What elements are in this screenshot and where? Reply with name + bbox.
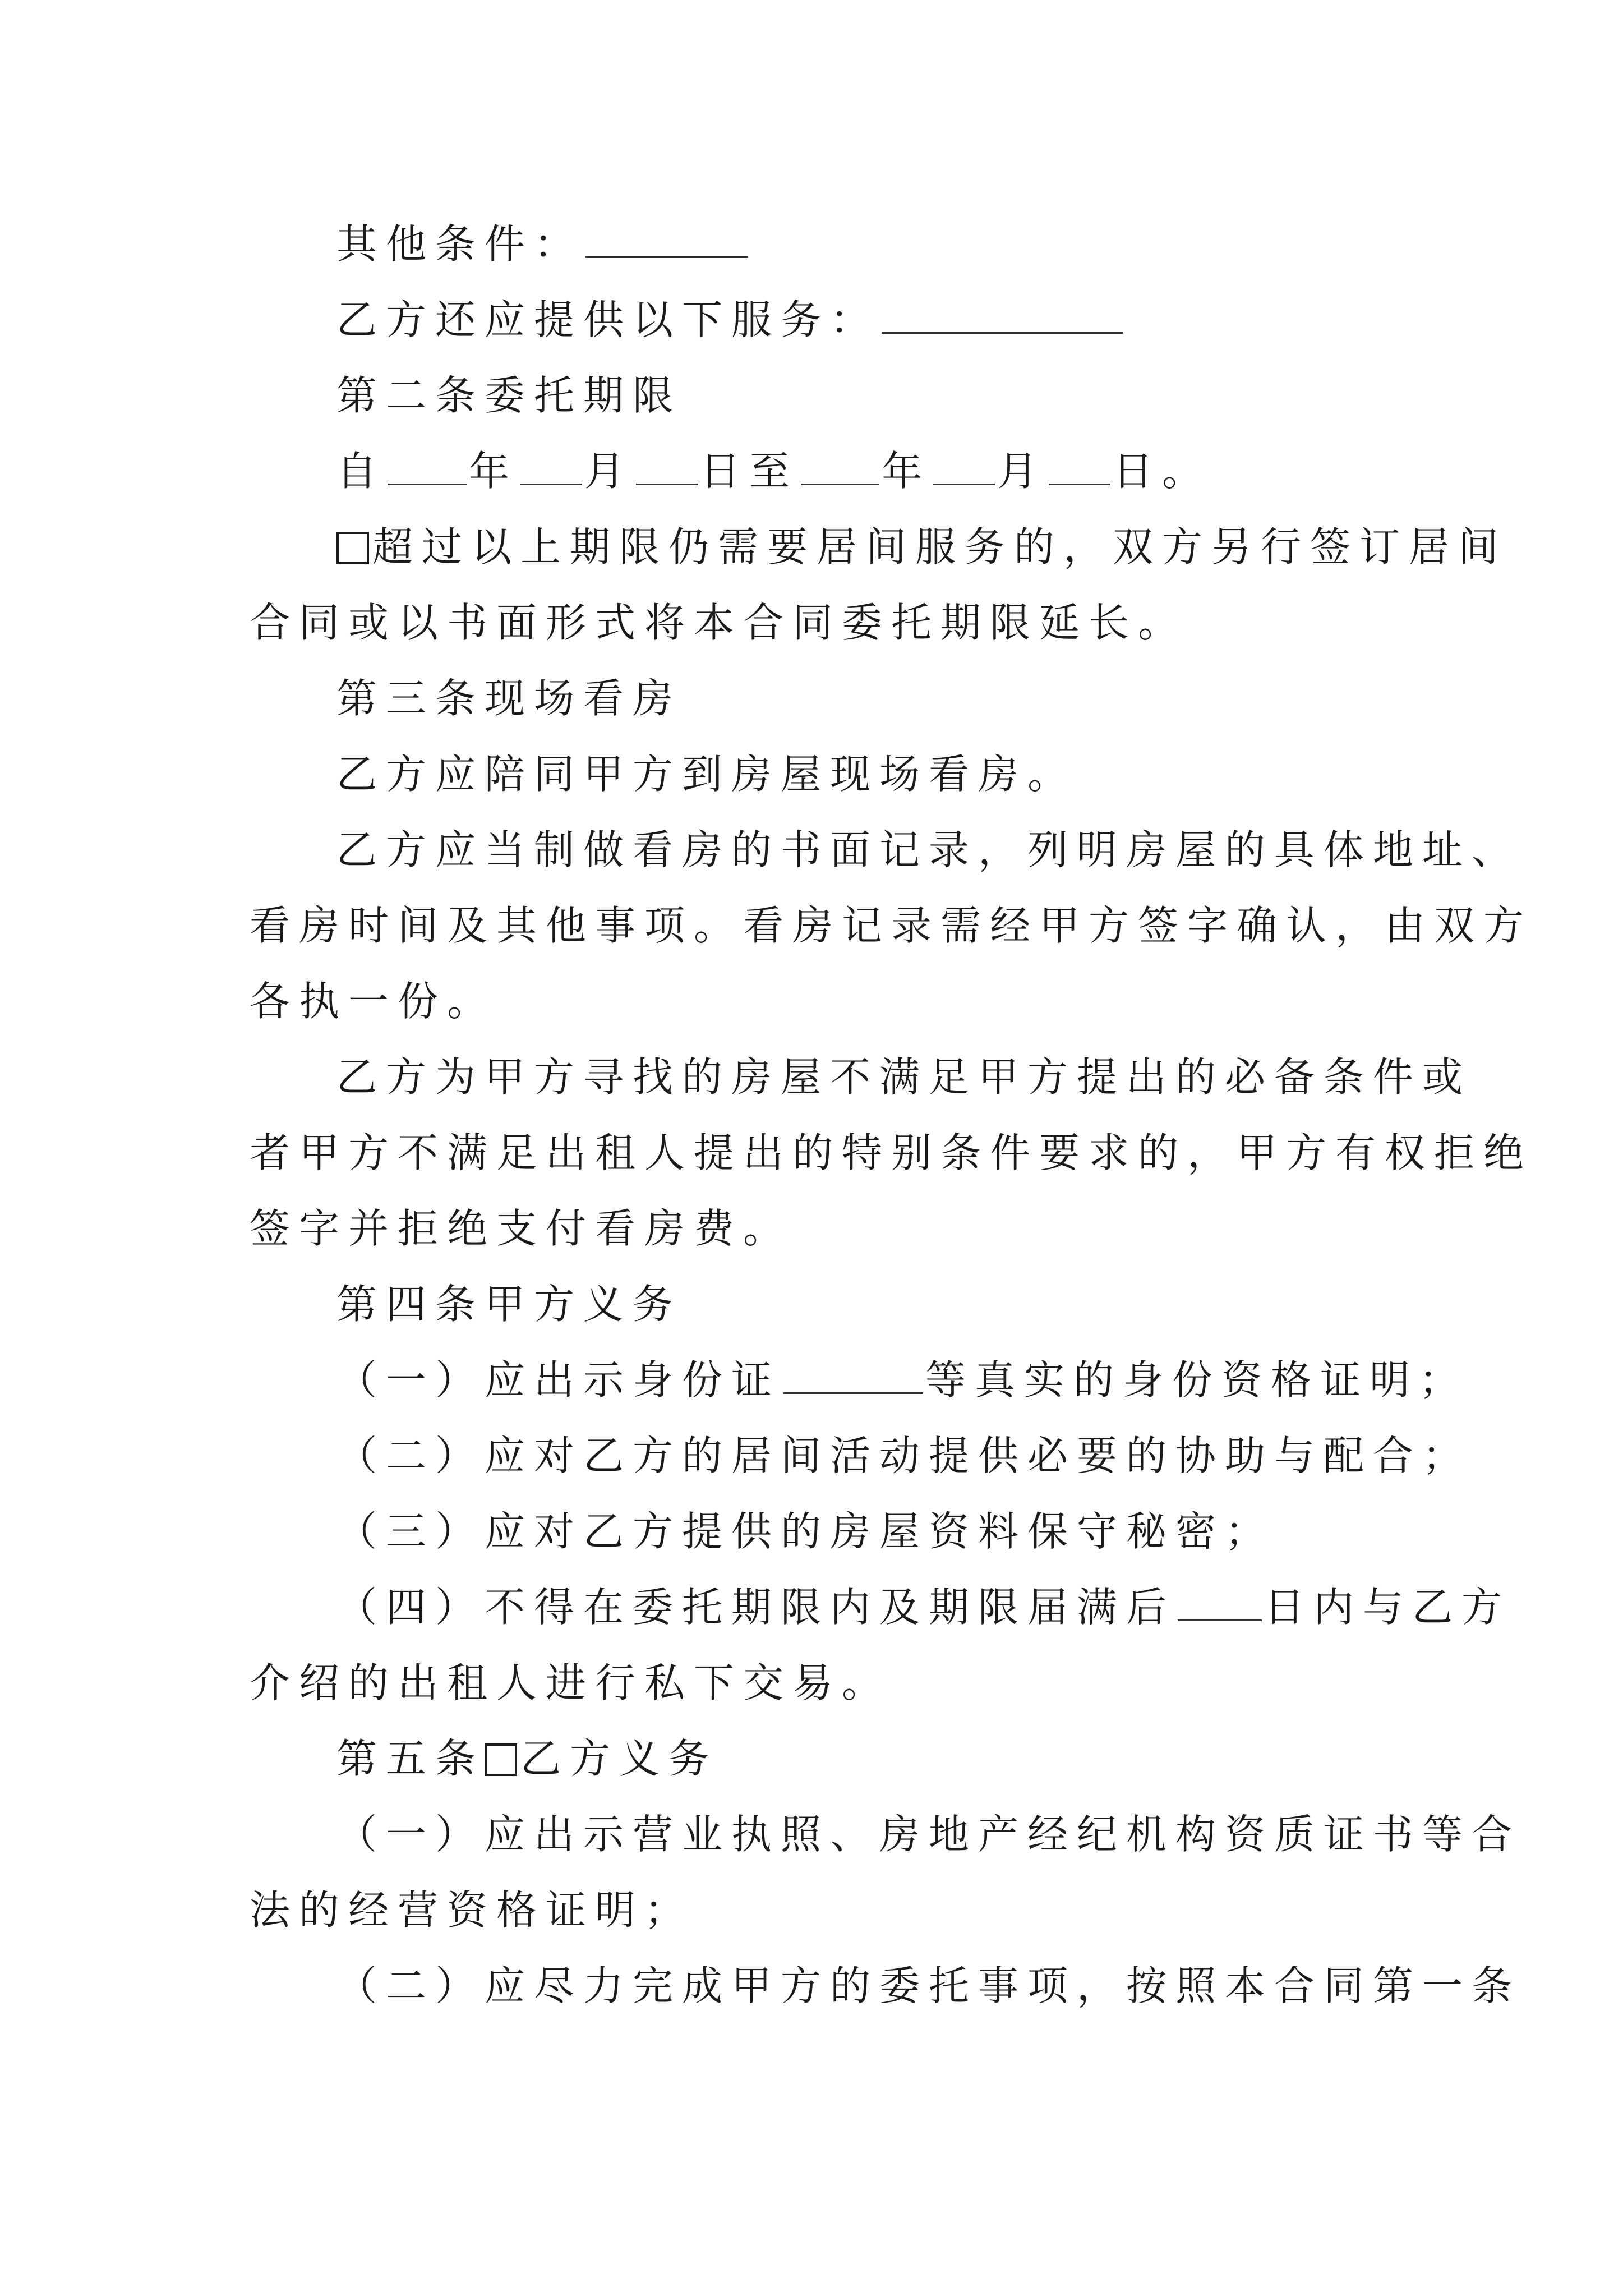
party-a-duty-2: （二）应对乙方的居间活动提供必要的协助与配合；	[336, 1432, 1472, 1479]
party-a-duty-4-before: （四）不得在委托期限内及期限届满后	[336, 1584, 1176, 1631]
extension-clause-line-1	[336, 519, 1507, 575]
refusal-clause-line-2: 者甲方不满足出租人提出的特别条件要求的，甲方有权拒绝	[250, 1129, 1533, 1176]
party-b-duty-2-line-1: （二）应尽力完成甲方的委托事项，按照本合同第一条	[336, 1962, 1521, 2009]
refusal-clause-line-1: 乙方为甲方寻找的房屋不满足甲方提出的必备条件或	[336, 1053, 1472, 1101]
party-b-duty-1-line-1: （一）应出示营业执照、房地产经纪机构资质证书等合	[336, 1811, 1521, 1858]
day-label-end: 日。	[1113, 448, 1212, 495]
article-3-heading: 第三条现场看房	[336, 675, 683, 722]
refusal-clause-line-3: 签字并拒绝支付看房费。	[250, 1205, 793, 1252]
days-after-term-blank[interactable]	[1178, 1585, 1262, 1621]
end-month-blank[interactable]	[933, 449, 995, 485]
party-a-duty-1-before: （一）应出示身份证	[336, 1356, 781, 1404]
start-year-blank[interactable]	[388, 449, 467, 485]
party-a-duty-4-line-1	[336, 1579, 1511, 1635]
id-document-blank[interactable]	[783, 1358, 923, 1394]
article-5-title: 乙方义务	[520, 1735, 718, 1782]
viewing-accompany-line: 乙方应陪同甲方到房屋现场看房。	[336, 751, 1077, 798]
extra-services-line	[336, 292, 1125, 348]
article-5-checkbox[interactable]	[485, 1743, 517, 1776]
other-conditions-blank[interactable]	[585, 222, 748, 258]
term-from-label: 自	[336, 448, 386, 495]
end-day-blank[interactable]	[1049, 449, 1110, 485]
month-label: 月	[584, 448, 634, 495]
party-b-duty-1-line-2: 法的经营资格证明；	[250, 1887, 694, 1934]
party-a-duty-3: （三）应对乙方提供的房屋资料保守秘密；	[336, 1508, 1275, 1555]
extension-checkbox[interactable]	[336, 532, 369, 564]
extra-services-label: 乙方还应提供以下服务：	[336, 296, 880, 343]
month-label-2: 月	[997, 448, 1047, 495]
viewing-record-line-1: 乙方应当制做看房的书面记录，列明房屋的具体地址、	[336, 826, 1521, 873]
article-5-label: 第五条	[336, 1735, 485, 1782]
year-label: 年	[469, 448, 519, 495]
term-dates-line	[336, 443, 1211, 499]
day-to-label: 日至	[700, 448, 799, 495]
article-4-heading: 第四条甲方义务	[336, 1281, 683, 1328]
other-conditions-label: 其他条件：	[336, 220, 584, 268]
party-a-duty-4-line-2: 介绍的出租人进行私下交易。	[250, 1659, 892, 1706]
year-label-2: 年	[882, 448, 932, 495]
other-conditions-line	[336, 216, 750, 272]
article-5-heading	[336, 1731, 718, 1787]
end-year-blank[interactable]	[801, 449, 879, 485]
party-a-duty-4-after: 日内与乙方	[1264, 1584, 1511, 1631]
article-2-heading: 第二条委托期限	[336, 372, 683, 419]
extension-text-1: 超过以上期限仍需要居间服务的，双方另行签订居间	[372, 523, 1508, 570]
viewing-record-line-3: 各执一份。	[250, 978, 497, 1025]
start-day-blank[interactable]	[636, 449, 698, 485]
party-a-duty-1-after: 等真实的身份资格证明；	[925, 1356, 1469, 1404]
extension-clause-line-2: 合同或以书面形式将本合同委托期限延长。	[250, 599, 1188, 646]
extra-services-blank[interactable]	[882, 297, 1123, 334]
start-month-blank[interactable]	[520, 449, 582, 485]
party-a-duty-1	[336, 1352, 1468, 1408]
viewing-record-line-2: 看房时间及其他事项。看房记录需经甲方签字确认，由双方	[250, 902, 1533, 949]
